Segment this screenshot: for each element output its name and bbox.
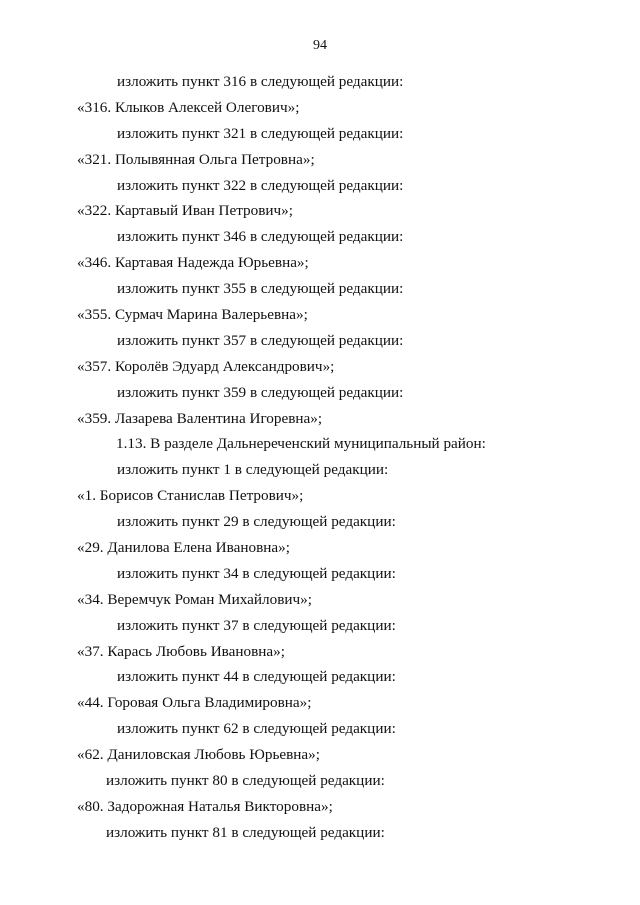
instruction-line: изложить пункт 359 в следующей редакции: bbox=[117, 383, 404, 401]
instruction-line: изложить пункт 321 в следующей редакции: bbox=[117, 124, 404, 142]
instruction-line: изложить пункт 44 в следующей редакции: bbox=[117, 668, 396, 686]
instruction-line: изложить пункт 346 в следующей редакции: bbox=[117, 228, 404, 246]
instruction-line: изложить пункт 37 в следующей редакции: bbox=[117, 616, 396, 634]
entry-line: «359. Лазарева Валентина Игоревна»; bbox=[77, 409, 323, 427]
instruction-line: изложить пункт 34 в следующей редакции: bbox=[117, 564, 396, 582]
entry-line: «29. Данилова Елена Ивановна»; bbox=[77, 539, 290, 557]
instruction-line: изложить пункт 1 в следующей редакции: bbox=[117, 461, 389, 479]
entry-line: «62. Даниловская Любовь Юрьевна»; bbox=[77, 746, 320, 764]
instruction-line: изложить пункт 316 в следующей редакции: bbox=[117, 73, 404, 90]
section-heading: 1.13. В разделе Дальнереченский муниципальный район: bbox=[116, 435, 486, 453]
entry-line: «37. Карась Любовь Ивановна»; bbox=[77, 642, 285, 660]
entry-line: «34. Веремчук Роман Михайлович»; bbox=[77, 590, 312, 608]
entry-line: «321. Полывянная Ольга Петровна»; bbox=[77, 150, 315, 168]
entry-line: «80. Задорожная Наталья Викторовна»; bbox=[77, 797, 333, 815]
instruction-line: изложить пункт 357 в следующей редакции: bbox=[117, 331, 404, 349]
document-body bbox=[0, 71, 640, 848]
entry-line: «44. Горовая Ольга Владимировна»; bbox=[77, 694, 312, 712]
instruction-line: изложить пункт 62 в следующей редакции: bbox=[117, 720, 396, 738]
entry-line: «346. Картавая Надежда Юрьевна»; bbox=[77, 254, 309, 272]
page-number: 94 bbox=[313, 38, 327, 53]
entry-line: «355. Сурмач Марина Валерьевна»; bbox=[77, 306, 308, 324]
entry-line: «322. Картавый Иван Петрович»; bbox=[77, 202, 293, 220]
instruction-line: изложить пункт 355 в следующей редакции: bbox=[117, 280, 404, 298]
instruction-line: изложить пункт 81 в следующей редакции: bbox=[106, 823, 385, 841]
entry-line: «1. Борисов Станислав Петрович»; bbox=[77, 487, 304, 505]
entry-line: «357. Королёв Эдуард Александрович»; bbox=[77, 357, 335, 375]
entry-line: «316. Клыков Алексей Олегович»; bbox=[77, 98, 300, 116]
instruction-line: изложить пункт 29 в следующей редакции: bbox=[117, 513, 396, 531]
instruction-line: изложить пункт 80 в следующей редакции: bbox=[106, 772, 385, 790]
instruction-line: изложить пункт 322 в следующей редакции: bbox=[117, 176, 404, 194]
